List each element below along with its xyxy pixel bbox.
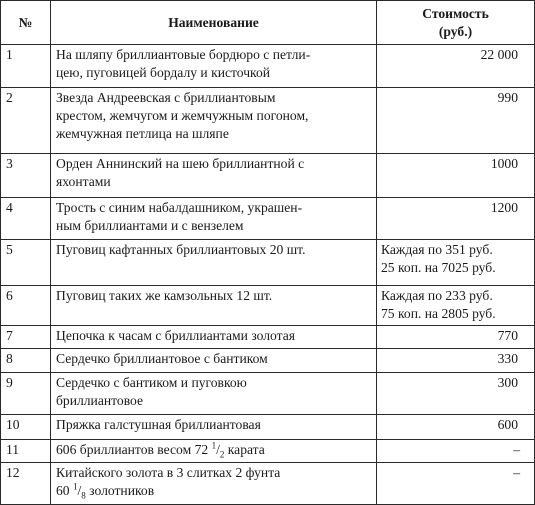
table-row	[1, 463, 535, 505]
fraction-numerator: 1	[73, 481, 78, 492]
row-cost: 300	[377, 373, 535, 415]
row-name-text: золотников	[85, 483, 155, 498]
table-row	[1, 415, 535, 440]
row-cost-line: 25 коп. на 7025 руб.	[381, 260, 496, 275]
row-name	[51, 198, 377, 240]
table-row	[1, 349, 535, 373]
row-name	[51, 45, 377, 88]
row-name: Пряжка галстушная бриллиантовая	[51, 415, 377, 440]
row-name-line: Звезда Андреевская с бриллиантовым	[56, 90, 276, 105]
header-cost-line2: (руб.)	[438, 23, 473, 39]
row-number: 2	[1, 88, 51, 154]
row-name-line: яхонтами	[56, 174, 111, 189]
row-cost: 770	[377, 326, 535, 349]
table-row	[1, 240, 535, 286]
row-name: Сердечко бриллиантовое с бантиком	[51, 349, 377, 373]
row-name	[51, 463, 377, 505]
header-cost	[377, 1, 535, 45]
row-cost	[377, 286, 535, 326]
fraction-numerator: 1	[211, 440, 217, 451]
row-number: 6	[1, 286, 51, 326]
row-name-line: На шляпу бриллиантовые бордюро с петли-	[56, 47, 311, 62]
table-row	[1, 440, 535, 463]
row-number: 4	[1, 198, 51, 240]
row-name-line	[56, 482, 372, 500]
row-name-line: ным бриллиантами и с вензелем	[56, 218, 244, 233]
row-number: 9	[1, 373, 51, 415]
table-row	[1, 373, 535, 415]
row-name-line: Трость с синим набалдашником, украшен-	[56, 200, 303, 215]
header-cost-line1: Стоимость	[422, 5, 489, 21]
row-name	[51, 440, 377, 463]
row-number: 5	[1, 240, 51, 286]
row-name-text: карата	[224, 442, 265, 457]
row-name-line: цею, пуговицей бордалу и кисточкой	[56, 65, 271, 80]
row-name	[51, 154, 377, 198]
table-row	[1, 45, 535, 88]
row-number: 11	[1, 440, 51, 463]
fraction-slash: /	[216, 442, 220, 457]
table-row	[1, 154, 535, 198]
header-name: Наименование	[51, 1, 377, 45]
table-row	[1, 88, 535, 154]
row-name-text: 606 бриллиантов весом 72	[56, 442, 212, 457]
row-name	[51, 373, 377, 415]
table-header-row	[1, 1, 535, 45]
fraction-denominator: 2	[219, 449, 225, 460]
row-cost	[377, 240, 535, 286]
row-name-line: Сердечко с бантиком и пуговкою	[56, 375, 247, 390]
row-cost-line: 75 коп. на 2805 руб.	[381, 306, 496, 321]
row-name-line: Орден Аннинский на шею бриллиантной с	[56, 156, 305, 171]
table-row	[1, 286, 535, 326]
row-cost-line: Каждая по 351 руб.	[381, 242, 493, 257]
row-cost: 600	[377, 415, 535, 440]
table-row	[1, 326, 535, 349]
fraction-slash: /	[77, 483, 82, 498]
row-name: Цепочка к часам с бриллиантами золотая	[51, 326, 377, 349]
row-name-line: крестом, жемчугом и жемчужным погоном,	[56, 108, 309, 123]
row-number: 12	[1, 463, 51, 505]
row-name-line: Китайского золота в 3 слитках 2 фунта	[56, 465, 281, 480]
row-number: 7	[1, 326, 51, 349]
row-number: 1	[1, 45, 51, 88]
row-number: 8	[1, 349, 51, 373]
row-name: Пуговиц таких же камзольных 12 шт.	[51, 286, 377, 326]
fraction-denominator: 8	[81, 490, 86, 501]
row-cost: –	[377, 440, 535, 463]
row-name	[51, 88, 377, 154]
row-cost: 1200	[377, 198, 535, 240]
row-cost-line: Каждая по 233 руб.	[381, 288, 493, 303]
header-number: №	[1, 1, 51, 45]
row-cost: 22 000	[377, 45, 535, 88]
row-number: 3	[1, 154, 51, 198]
row-name: Пуговиц кафтанных бриллиантовых 20 шт.	[51, 240, 377, 286]
row-name-line: жемчужная петлица на шляпе	[56, 126, 229, 141]
row-name-text: 60	[56, 483, 73, 498]
row-cost: 990	[377, 88, 535, 154]
row-name-line: бриллиантовое	[56, 393, 144, 408]
row-number: 10	[1, 415, 51, 440]
row-cost: 330	[377, 349, 535, 373]
row-cost: –	[377, 463, 535, 505]
row-cost: 1000	[377, 154, 535, 198]
table-row	[1, 198, 535, 240]
